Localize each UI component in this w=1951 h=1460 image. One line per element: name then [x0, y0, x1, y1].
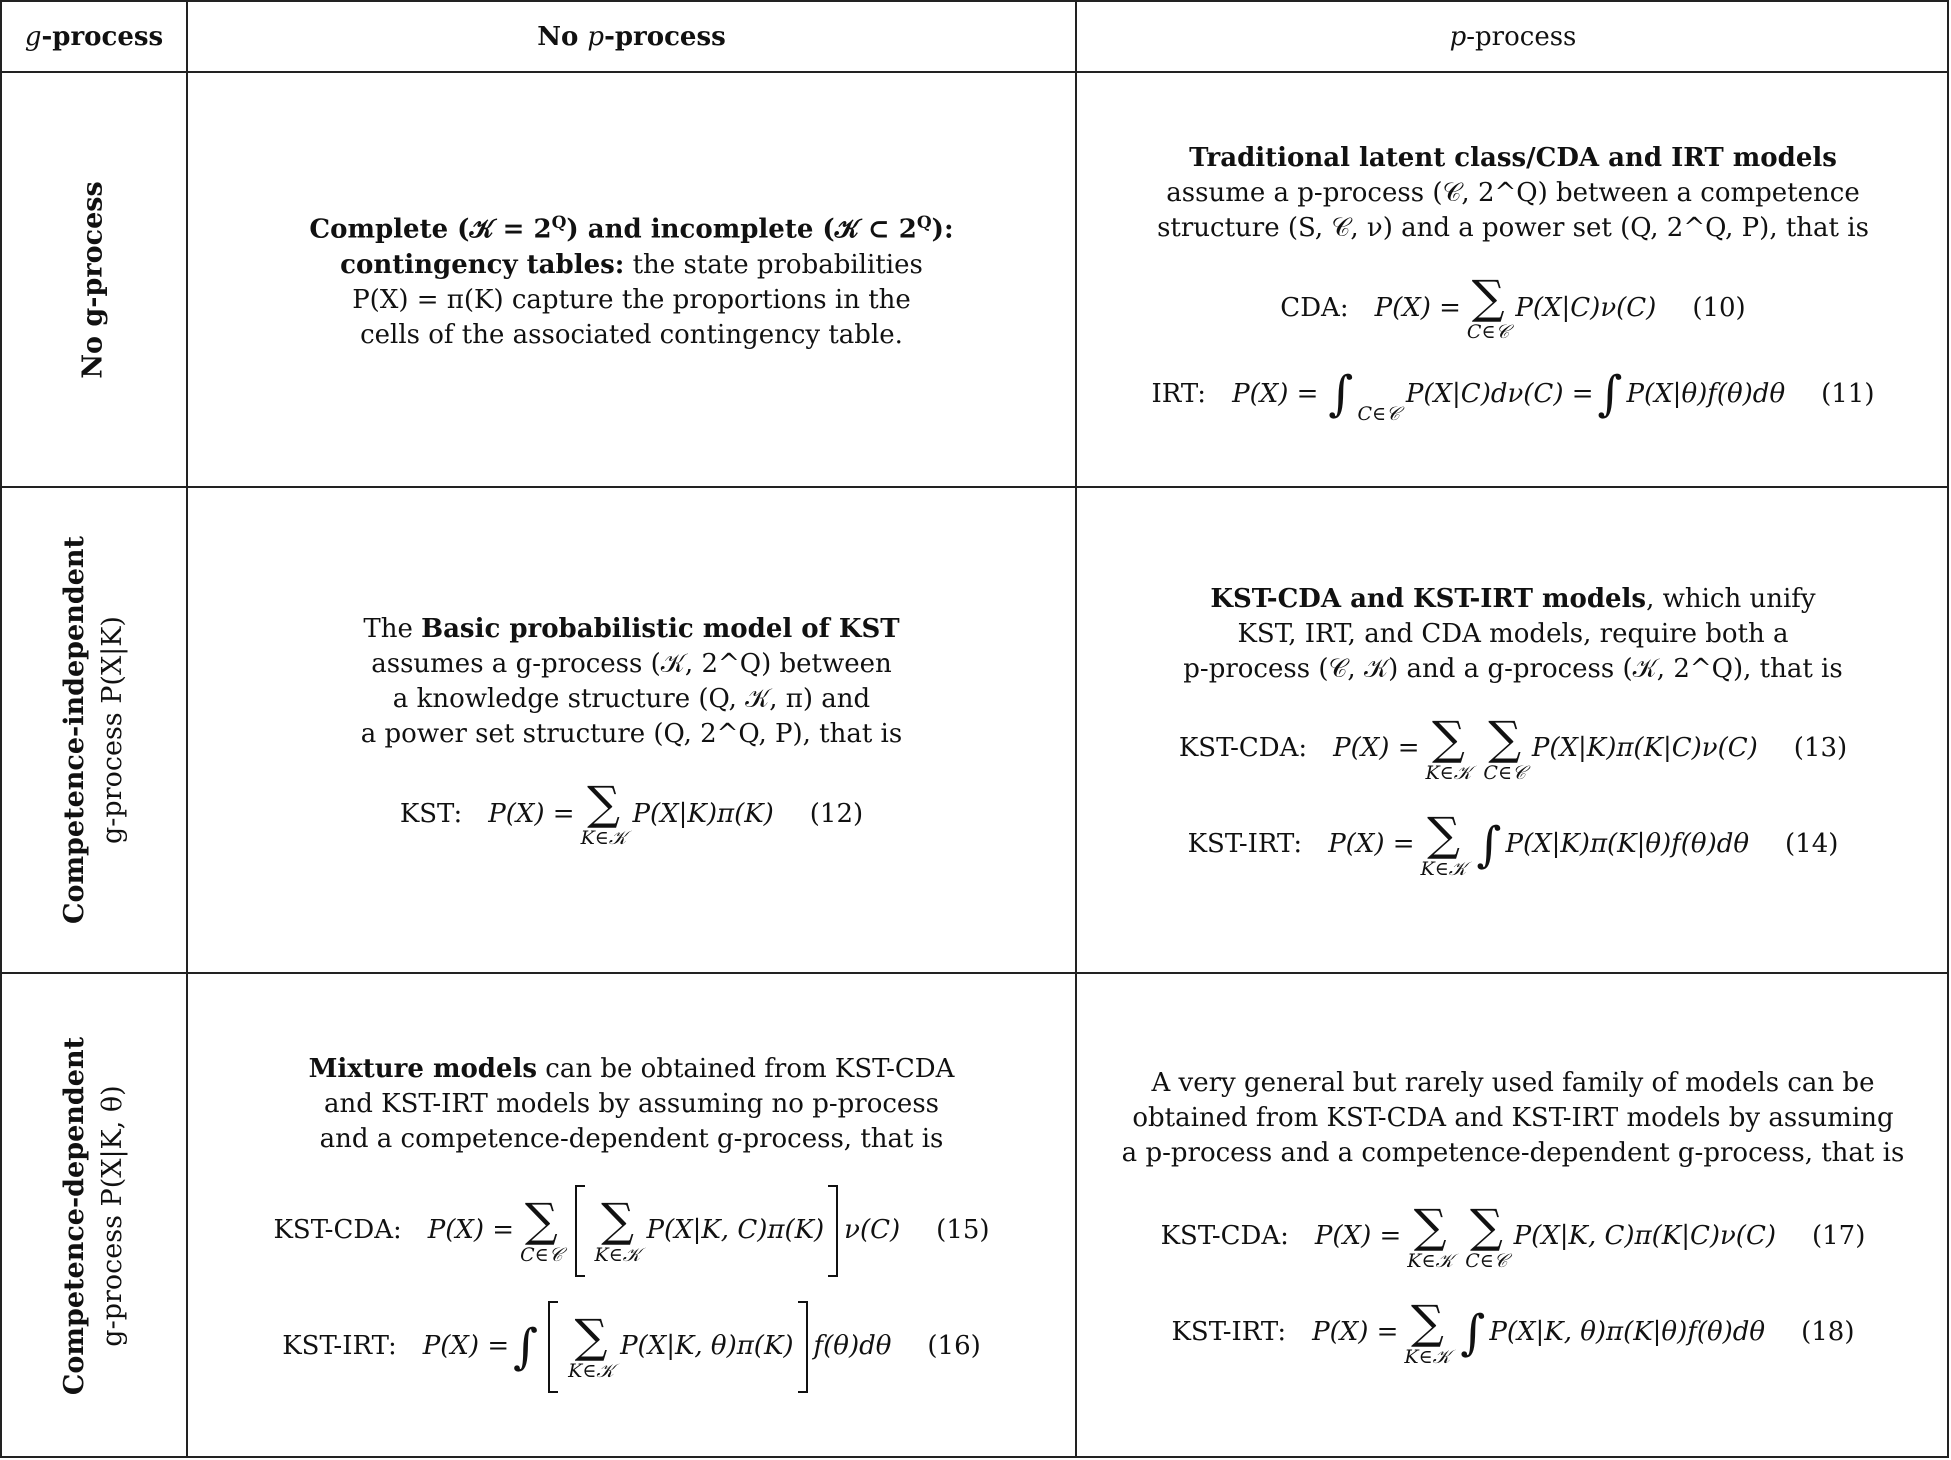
cell-title: KST-CDA and KST-IRT models [1210, 583, 1647, 614]
row-header-label: No g-process [78, 180, 109, 379]
subscript: C∈𝒞 [1357, 403, 1400, 425]
equation-inner: P(X|K, C)π(K) [646, 1215, 825, 1245]
equation-label: KST-CDA: [273, 1215, 402, 1245]
text: P(X) = π(K) capture the proportions in the [352, 284, 911, 315]
row-header-label: Competence-dependent [59, 1036, 91, 1396]
sum-symbol: ∑ [1471, 270, 1505, 324]
sum-symbol: ∑ [1413, 1198, 1447, 1253]
text: assume a p-process (𝒞, 2^Q) between a competence [1166, 178, 1860, 208]
row-header-competence-independent [2, 488, 186, 972]
text: a knowledge structure (Q, 𝒦, π) and [392, 684, 871, 714]
equation-number: (11) [1821, 378, 1875, 409]
text: ) and incomplete (𝒦 ⊂ 2 [566, 214, 917, 245]
header-text: -process [1466, 21, 1577, 52]
text: cells of the associated contingency table. [360, 319, 903, 350]
sum-symbol: ∑ [1432, 710, 1465, 765]
equation-label: IRT: [1151, 378, 1207, 409]
sum-symbol: ∑ [1469, 1198, 1503, 1253]
sum-symbol: ∑ [524, 1192, 558, 1247]
p-symbol: p [587, 21, 605, 52]
text: and KST-IRT models by assuming no p-process [323, 1088, 940, 1119]
equation-13 [1178, 710, 1848, 784]
equation-label: KST-IRT: [1187, 829, 1303, 859]
sum-symbol: ∑ [601, 1192, 634, 1247]
header-text: No [537, 21, 588, 52]
subscript: C∈𝒞 [1466, 321, 1510, 343]
cell-title: Traditional latent class/CDA and IRT models [1189, 143, 1837, 173]
equation-number: (14) [1785, 829, 1839, 859]
sum-symbol: ∑ [1410, 1294, 1444, 1349]
equation-rhs: f(θ)dθ [813, 1331, 892, 1361]
equation-number: (13) [1793, 733, 1848, 763]
integral-symbol: ∫ [1597, 366, 1623, 422]
g-symbol: g [24, 21, 42, 52]
cell-kst-cda-irt-models [1077, 488, 1949, 972]
superscript: Q [916, 213, 932, 234]
sum-operator [1466, 270, 1510, 343]
equation-11 [1151, 366, 1875, 425]
subscript: K∈𝒦 [1420, 857, 1467, 880]
subscript: C∈𝒞 [520, 1243, 563, 1266]
square-bracket-group [575, 1192, 839, 1266]
equation-label: KST: [399, 798, 463, 829]
equation-label: KST-IRT: [282, 1331, 397, 1361]
equation-10 [1152, 270, 1875, 343]
equation-18 [1122, 1294, 1905, 1368]
bold-term: contingency tables: [340, 249, 625, 280]
equation-12 [361, 776, 902, 849]
row-header-no-g-process [2, 73, 186, 486]
sum-symbol: ∑ [1427, 806, 1460, 861]
equation-label: KST-CDA: [1160, 1221, 1289, 1251]
subscript: K∈𝒦 [580, 827, 627, 849]
left-bracket [575, 1185, 585, 1277]
equation-label: CDA: [1280, 292, 1349, 323]
row-header-competence-dependent [2, 974, 186, 1458]
equation-lhs: P(X) = [1232, 378, 1319, 409]
equation-15 [273, 1192, 990, 1266]
subscript: K∈𝒦 [1404, 1345, 1451, 1368]
sum-symbol: ∑ [574, 1308, 608, 1363]
integral-symbol: ∫ [513, 1318, 539, 1375]
equation-rhs: P(X|K)π(K|C)ν(C) [1531, 733, 1758, 763]
equation-number: (18) [1801, 1317, 1855, 1347]
text: Complete (𝒦 = 2 [309, 214, 552, 245]
subscript: K∈𝒦 [1425, 761, 1472, 784]
text: KST, IRT, and CDA models, require both a [1237, 618, 1789, 649]
cell-mixture-models [188, 974, 1075, 1458]
equation-17 [1122, 1198, 1905, 1272]
text: structure (S, 𝒞, ν) and a power set (Q, 2^Q, P), that is [1157, 213, 1869, 243]
row-header-sublabel: g-process P(X|K, θ) [97, 1085, 129, 1347]
equation-number: (17) [1811, 1221, 1866, 1251]
text: ): [931, 214, 954, 245]
square-bracket-group [548, 1308, 807, 1382]
row-header-label: Competence-independent [59, 535, 90, 925]
equation-rhs: P(X|C)ν(C) [1515, 292, 1657, 323]
text: a power set structure (Q, 2^Q, P), that is [360, 719, 903, 749]
equation-rhs: P(X|K, C)π(K|C)ν(C) [1513, 1221, 1776, 1251]
text: The [363, 614, 422, 644]
header-corner [2, 2, 186, 71]
subscript: C∈𝒞 [1465, 1249, 1508, 1272]
equation-lhs: P(X) = [1314, 1221, 1402, 1251]
text: p-process (𝒞, 𝒦) and a g-process (𝒦, 2^Q), that is [1183, 653, 1843, 684]
sum-symbol: ∑ [587, 776, 620, 830]
text: and a competence-dependent g-process, that is [319, 1123, 944, 1154]
cell-basic-kst-model [188, 488, 1075, 972]
cell-traditional-models [1077, 73, 1949, 486]
equation-lhs: P(X) = [488, 798, 575, 829]
equation-lhs: P(X) = [422, 1331, 510, 1361]
equation-label: KST-CDA: [1178, 733, 1308, 763]
subscript: K∈𝒦 [594, 1243, 641, 1266]
equation-rhs: P(X|θ)f(θ)dθ [1626, 378, 1786, 409]
right-bracket [798, 1301, 808, 1393]
equation-lhs: P(X) = [1374, 292, 1461, 323]
equation-lhs: P(X) = [1328, 829, 1415, 859]
equation-mid: P(X|C)dν(C) = [1405, 378, 1594, 409]
text: a p-process and a competence-dependent g-process, that is [1121, 1137, 1905, 1168]
equation-number: (10) [1692, 292, 1746, 323]
text: obtained from KST-CDA and KST-IRT models by assuming [1132, 1102, 1894, 1133]
left-bracket [548, 1301, 558, 1393]
cell-title: Basic probabilistic model of KST [421, 614, 900, 644]
header-corner-label: -process [41, 21, 164, 52]
cell-general-models [1077, 974, 1949, 1458]
equation-number: (15) [936, 1215, 990, 1245]
integral-symbol: ∫ [1476, 816, 1502, 873]
sum-symbol: ∑ [1488, 710, 1522, 765]
equation-rhs: P(X|K, θ)π(K|θ)f(θ)dθ [1489, 1317, 1766, 1347]
right-bracket [828, 1185, 838, 1277]
text: assumes a g-process (𝒦, 2^Q) between [371, 649, 892, 679]
equation-lhs: P(X) = [1312, 1317, 1399, 1347]
equation-lhs: P(X) = [1333, 733, 1420, 763]
equation-16 [273, 1308, 989, 1382]
header-no-p-process [188, 2, 1075, 71]
text: the state probabilities [624, 249, 923, 280]
subscript: C∈𝒞 [1483, 761, 1526, 784]
integral-symbol: ∫ [1460, 1304, 1486, 1361]
equation-14 [1179, 806, 1847, 880]
equation-rhs: ν(C) [844, 1215, 901, 1245]
header-p-process [1077, 2, 1949, 71]
equation-rhs: P(X|K)π(K) [632, 798, 774, 829]
subscript: K∈𝒦 [568, 1359, 615, 1382]
text: can be obtained from KST-CDA [537, 1053, 955, 1084]
cell-title: Mixture models [308, 1053, 538, 1084]
equation-number: (16) [927, 1331, 981, 1361]
integral-symbol: ∫ [1328, 366, 1354, 422]
p-symbol: p [1449, 21, 1467, 52]
superscript: Q [551, 213, 567, 234]
subscript: K∈𝒦 [1407, 1249, 1454, 1272]
equation-label: KST-IRT: [1171, 1317, 1287, 1347]
equation-inner: P(X|K, θ)π(K) [620, 1331, 794, 1361]
equation-lhs: P(X) = [427, 1215, 515, 1245]
equation-number: (12) [809, 798, 864, 829]
text: A very general but rarely used family of models can be [1151, 1067, 1875, 1098]
row-header-sublabel: g-process P(X|K) [97, 616, 128, 844]
text: , which unify [1646, 583, 1816, 614]
equation-rhs: P(X|K)π(K|θ)f(θ)dθ [1505, 829, 1750, 859]
header-text: -process [604, 21, 726, 52]
cell-contingency-tables [188, 73, 1075, 486]
